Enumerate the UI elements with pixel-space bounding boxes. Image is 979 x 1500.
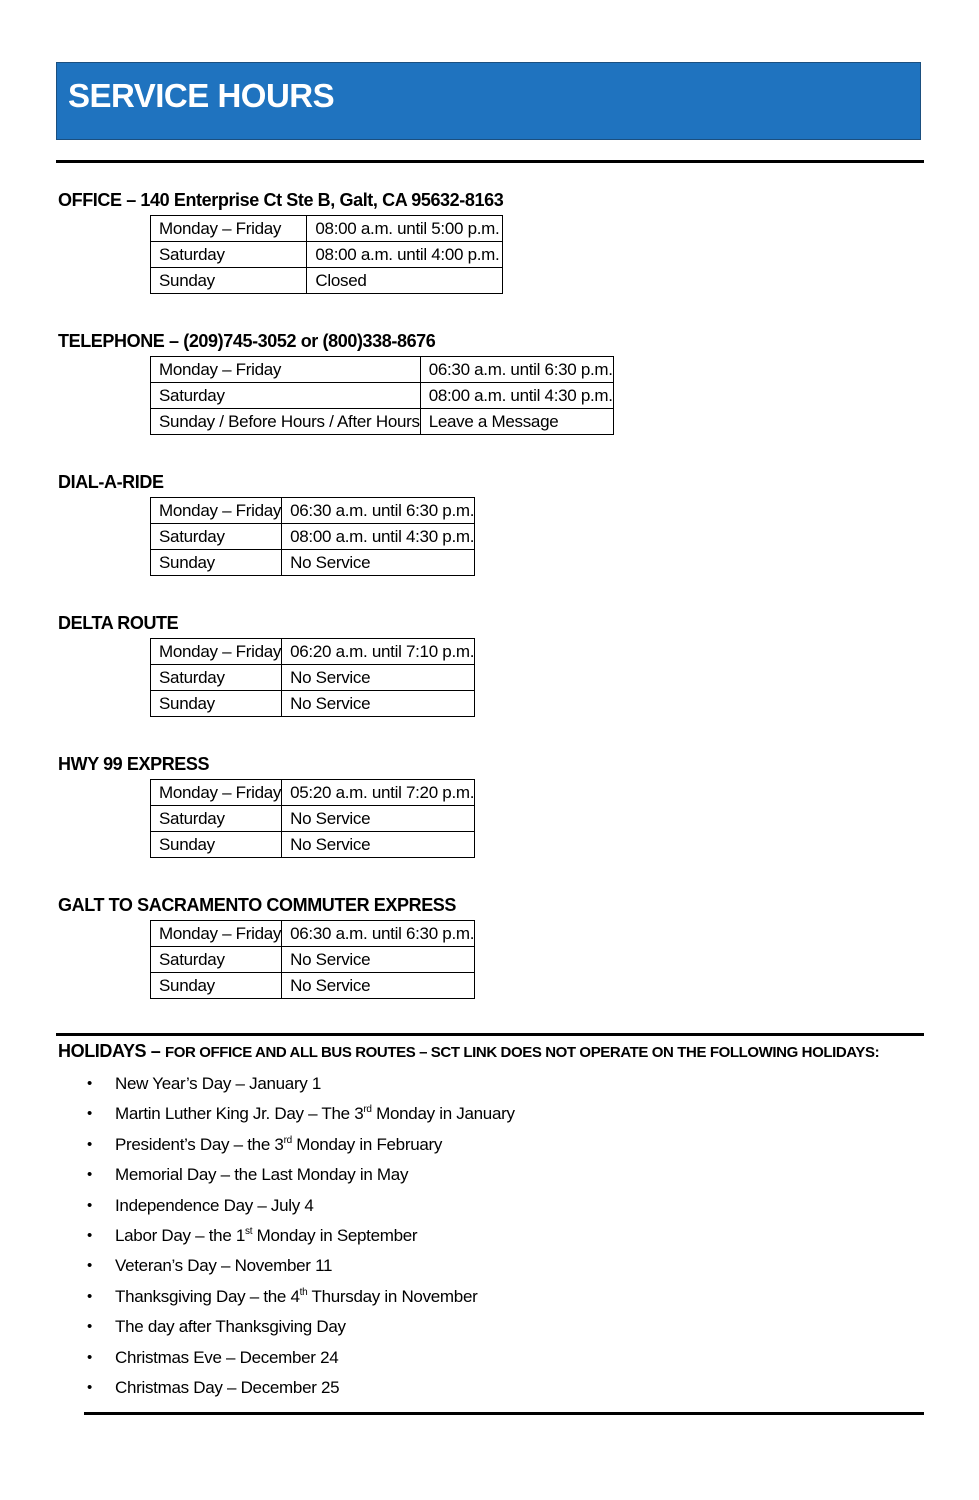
hours-cell: No Service [282,832,475,858]
hours-cell: 08:00 a.m. until 5:00 p.m. [307,216,503,242]
table-row [151,383,614,409]
section-heading: HWY 99 EXPRESS [58,754,210,774]
hours-cell: 08:00 a.m. until 4:30 p.m. [420,383,613,409]
hours-cell: No Service [282,550,475,576]
hours-cell: No Service [282,973,475,999]
day-cell: Monday – Friday [151,921,282,947]
bullet-icon: • [87,1257,92,1275]
holiday-text: Christmas Day – December 25 [115,1377,340,1397]
table-row [151,832,475,858]
hours-cell: 05:20 a.m. until 7:20 p.m. [282,780,475,806]
list-item [86,1221,515,1251]
holiday-text: Veteran’s Day – November 11 [115,1256,333,1276]
section-office [58,189,504,290]
day-cell: Sunday [151,691,282,717]
day-cell: Monday – Friday [151,357,421,383]
list-item [86,1282,515,1312]
list-item [86,1069,515,1099]
table-row [151,806,475,832]
bottom-divider [84,1412,924,1415]
holiday-text-tail: Thursday in November [307,1286,478,1306]
day-cell: Saturday [151,806,282,832]
table-row [151,524,475,550]
table-row [151,268,503,294]
hours-cell: Leave a Message [420,409,613,435]
ordinal-suffix: rd [283,1134,292,1146]
day-cell: Monday – Friday [151,216,307,242]
hours-cell: No Service [282,665,475,691]
hours-cell: 08:00 a.m. until 4:00 p.m. [307,242,503,268]
table-row [151,357,614,383]
page-title: SERVICE HOURS [68,77,335,114]
holiday-text: The day after Thanksgiving Day [115,1317,346,1337]
bullet-icon: • [87,1105,92,1123]
hours-cell: No Service [282,691,475,717]
list-item [86,1312,515,1342]
section-dial-a-ride [58,471,475,572]
list-item [86,1160,515,1190]
hours-table [150,638,475,717]
hours-cell: No Service [282,947,475,973]
holiday-text: Labor Day – the 1 [115,1225,246,1245]
day-cell: Saturday [151,524,282,550]
top-divider [56,160,924,163]
holidays-heading-lead: HOLIDAYS – [58,1041,165,1061]
day-cell: Sunday [151,268,307,294]
day-cell: Sunday [151,550,282,576]
day-cell: Sunday / Before Hours / After Hours [151,409,421,435]
bullet-icon: • [87,1348,92,1366]
table-row [151,550,475,576]
holidays-heading [58,1041,879,1062]
section-heading: GALT TO SACRAMENTO COMMUTER EXPRESS [58,895,457,915]
day-cell: Saturday [151,242,307,268]
bullet-icon: • [87,1378,92,1396]
day-cell: Monday – Friday [151,639,282,665]
table-row [151,242,503,268]
holiday-text: Christmas Eve – December 24 [115,1347,339,1367]
section-hwy-99-express [58,753,475,854]
bullet-icon: • [87,1287,92,1305]
day-cell: Saturday [151,947,282,973]
hours-cell: 06:30 a.m. until 6:30 p.m. [420,357,613,383]
list-item [86,1191,515,1221]
day-cell: Monday – Friday [151,780,282,806]
list-item [86,1130,515,1160]
table-row [151,665,475,691]
table-row [151,780,475,806]
day-cell: Saturday [151,383,421,409]
hours-cell: Closed [307,268,503,294]
header-banner [56,62,921,140]
ordinal-suffix: th [299,1286,308,1298]
holiday-text: Thanksgiving Day – the 4 [115,1286,300,1306]
section-heading: OFFICE – 140 Enterprise Ct Ste B, Galt, CA 95632-8163 [58,190,504,210]
ordinal-suffix: rd [363,1104,372,1116]
hours-cell: 06:20 a.m. until 7:10 p.m. [282,639,475,665]
holiday-text: Martin Luther King Jr. Day – The 3 [115,1104,364,1124]
holidays-divider [56,1033,924,1036]
bullet-icon: • [87,1196,92,1214]
list-item [86,1251,515,1281]
hours-table [150,497,475,576]
section-commuter-express [58,894,475,995]
hours-table [150,356,614,435]
table-row [151,409,614,435]
list-item [86,1099,515,1129]
hours-cell: No Service [282,806,475,832]
hours-table [150,215,503,294]
section-delta-route [58,612,475,713]
hours-table [150,920,475,999]
holiday-text-tail: Monday in September [252,1225,418,1245]
holiday-text-tail: Monday in February [291,1134,443,1154]
bullet-icon: • [87,1166,92,1184]
bullet-icon: • [87,1226,92,1244]
section-heading: TELEPHONE – (209)745-3052 or (800)338-8676 [58,331,436,351]
bullet-icon: • [87,1318,92,1336]
hours-cell: 06:30 a.m. until 6:30 p.m. [282,921,475,947]
day-cell: Saturday [151,665,282,691]
hours-cell: 08:00 a.m. until 4:30 p.m. [282,524,475,550]
list-item [86,1343,515,1373]
holiday-text: Independence Day – July 4 [115,1195,314,1215]
ordinal-suffix: st [245,1225,253,1237]
section-heading: DELTA ROUTE [58,613,179,633]
hours-cell: 06:30 a.m. until 6:30 p.m. [282,498,475,524]
holiday-text: New Year’s Day – January 1 [115,1074,322,1093]
table-row [151,498,475,524]
bullet-icon: • [87,1075,92,1092]
bullet-icon: • [87,1135,92,1153]
day-cell: Sunday [151,973,282,999]
table-row [151,216,503,242]
table-row [151,973,475,999]
list-item [86,1373,515,1403]
table-row [151,921,475,947]
holiday-text: Memorial Day – the Last Monday in May [115,1165,409,1185]
table-row [151,639,475,665]
day-cell: Sunday [151,832,282,858]
holiday-text: President’s Day – the 3 [115,1134,284,1154]
holidays-heading-rest: FOR OFFICE AND ALL BUS ROUTES – SCT LINK DOES NOT OPERATE ON THE FOLLOWING HOLIDAYS: [164,1044,880,1061]
table-row [151,691,475,717]
section-heading: DIAL-A-RIDE [58,472,164,492]
holiday-list [86,1069,515,1403]
hours-table [150,779,475,858]
day-cell: Monday – Friday [151,498,282,524]
table-row [151,947,475,973]
section-telephone [58,330,613,431]
holiday-text-tail: Monday in January [371,1104,515,1124]
